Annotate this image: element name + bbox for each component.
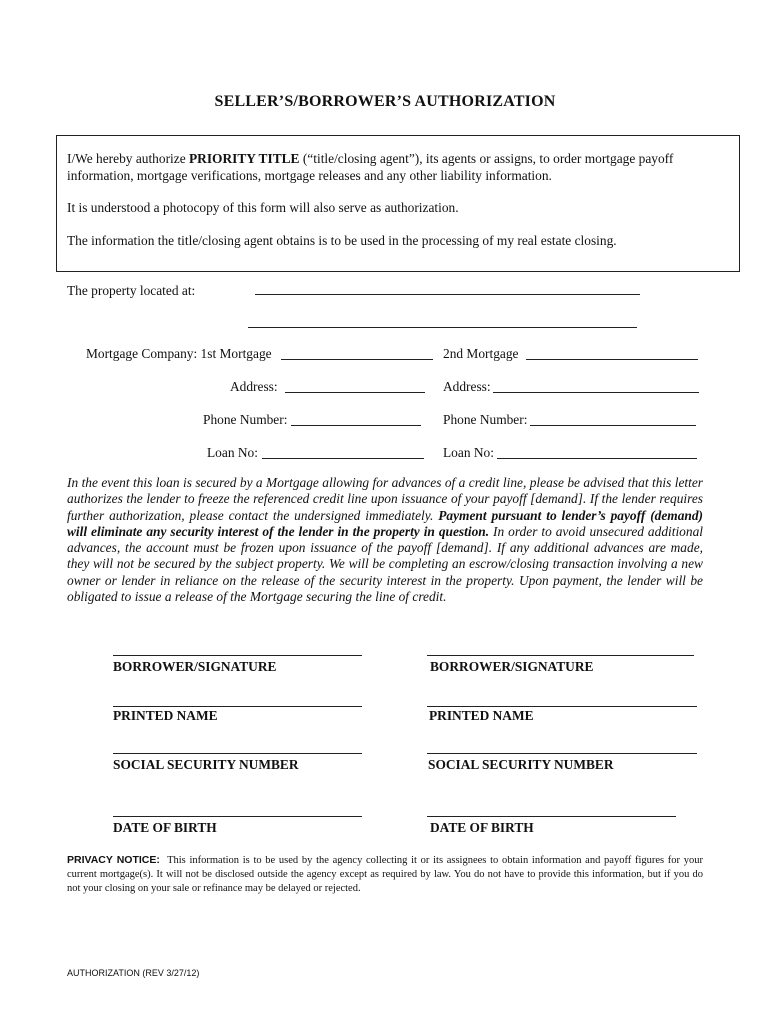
authorization-line-2: information, mortgage verifications, mortgage releases and any other liability information. <box>67 168 552 183</box>
authorization-text-post: (“title/closing agent”), its agents or assigns, to order mortgage payoff <box>299 151 674 166</box>
form-title: SELLER’S/BORROWER’S AUTHORIZATION <box>214 93 556 110</box>
first-loan-label: Loan No: <box>207 445 258 460</box>
dob-line-2[interactable] <box>427 816 676 817</box>
ssn-line-1[interactable] <box>113 753 362 754</box>
first-phone-field[interactable] <box>291 425 421 426</box>
second-mortgage-field[interactable] <box>526 359 698 360</box>
printed-name-label-1: PRINTED NAME <box>113 708 218 723</box>
printed-name-line-2[interactable] <box>427 706 697 707</box>
privacy-notice <box>67 853 703 896</box>
authorization-text-pre: I/We hereby authorize <box>67 151 189 166</box>
second-address-field[interactable] <box>493 392 699 393</box>
credit-line-bold-text: Payment pursuant to lender’s payoff (demand) will eliminate any security interest of the lender in the property in question. <box>67 507 703 539</box>
dob-label-1: DATE OF BIRTH <box>113 820 217 835</box>
second-phone-label: Phone Number: <box>443 412 528 427</box>
second-address-label: Address: <box>443 379 491 394</box>
form-revision: AUTHORIZATION (REV 3/27/12) <box>67 968 200 978</box>
usage-statement: The information the title/closing agent obtains is to be used in the processing of my real estate closing. <box>67 233 617 248</box>
borrower-signature-line-1[interactable] <box>113 655 362 656</box>
dob-label-2: DATE OF BIRTH <box>430 820 534 835</box>
privacy-notice-text: This information is to be used by the agency collecting it or its assignees to obtain information and payoff figures for your current mortgage(s). It will not be disclosed outside the agency except as required by law. You do not have to provide this information, but if you do not your closing on your sale or refinance may be delayed or rejected. <box>67 855 703 894</box>
borrower-signature-label-1: BORROWER/SIGNATURE <box>113 659 277 674</box>
second-loan-label: Loan No: <box>443 445 494 460</box>
first-loan-field[interactable] <box>262 458 424 459</box>
property-address-line-1[interactable] <box>255 294 640 295</box>
first-address-label: Address: <box>230 379 278 394</box>
printed-name-line-1[interactable] <box>113 706 362 707</box>
first-address-field[interactable] <box>285 392 425 393</box>
borrower-signature-line-2[interactable] <box>427 655 694 656</box>
mortgage-company-label: Mortgage Company: 1st Mortgage <box>86 346 272 361</box>
ssn-label-1: SOCIAL SECURITY NUMBER <box>113 757 299 772</box>
first-mortgage-field[interactable] <box>281 359 433 360</box>
credit-line-text-2: In order to avoid unsecured additional advances, the account must be frozen upon issuance of the payoff [demand]. If any additional advances are made, they will not be secured by the subject property. We will be completing an escrow/closing transaction involving a new owner or lender in reliance on the release of the security interest in the property. Upon payment, the lender will be obligated to issue a release of the Mortgage securing the line of credit. <box>67 523 703 605</box>
borrower-signature-label-2: BORROWER/SIGNATURE <box>430 659 594 674</box>
ssn-line-2[interactable] <box>427 753 697 754</box>
privacy-notice-label: PRIVACY NOTICE: <box>67 854 160 866</box>
second-phone-field[interactable] <box>530 425 696 426</box>
first-phone-label: Phone Number: <box>203 412 288 427</box>
photocopy-statement: It is understood a photocopy of this form will also serve as authorization. <box>67 200 459 215</box>
property-address-line-2[interactable] <box>248 327 637 328</box>
second-mortgage-label: 2nd Mortgage <box>443 346 519 361</box>
property-label: The property located at: <box>67 283 196 298</box>
printed-name-label-2: PRINTED NAME <box>429 708 534 723</box>
title-company-name: PRIORITY TITLE <box>188 151 300 166</box>
ssn-label-2: SOCIAL SECURITY NUMBER <box>428 757 614 772</box>
authorization-line-1 <box>67 150 673 168</box>
credit-line-text-1: In the event this loan is secured by a Mortgage allowing for advances of a credit line, please be advised that this letter authorizes the lender to freeze the referenced credit line upon issuance of your payoff [demand]. If the lender requires further authorization, please contact the undersigned immediately. <box>67 475 703 523</box>
dob-line-1[interactable] <box>113 816 362 817</box>
second-loan-field[interactable] <box>497 458 697 459</box>
credit-line-paragraph <box>67 475 703 605</box>
